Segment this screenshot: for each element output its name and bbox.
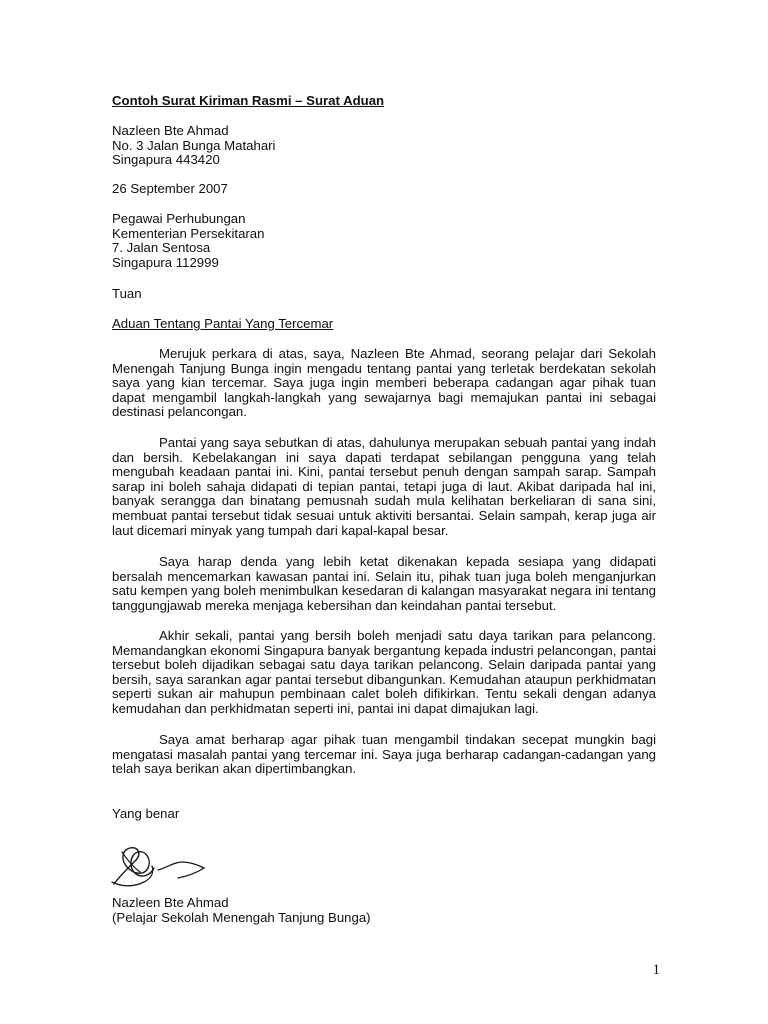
sender-address-block: [112, 124, 656, 168]
sender-address-line: Singapura 443420: [112, 152, 220, 168]
body-paragraph: Merujuk perkara di atas, saya, Nazleen Bte Ahmad, seorang pelajar dari Sekolah Menengah Tanjung Bunga ingin mengadu tentang pantai yang terletak berdekatan sekolah saya yang kian tercemar. Saya juga ingin memberi beberapa cadangan agar pihak tuan dapat mengambil langkah-langkah yang sewajarnya bagi memajukan pantai ini sebagai destinasi pelancongan.: [112, 346, 656, 420]
subject-line: Aduan Tentang Pantai Yang Tercemar: [112, 316, 334, 331]
sender-name: Nazleen Bte Ahmad: [112, 123, 229, 138]
signer-name: Nazleen Bte Ahmad: [112, 895, 229, 910]
signer-title: (Pelajar Sekolah Menengah Tanjung Bunga): [112, 909, 371, 925]
body-paragraph: Saya amat berharap agar pihak tuan mengambil tindakan secepat mungkin bagi mengatasi masalah pantai yang tercemar ini. Saya juga berharap cadangan-cadangan yang telah saya berikan akan dipertimbangkan.: [112, 732, 656, 777]
salutation: Tuan: [112, 286, 142, 301]
handwritten-signature: [108, 838, 212, 892]
signer-block: [112, 896, 656, 925]
recipient-position: Pegawai Perhubungan: [112, 211, 246, 226]
page-number: 1: [652, 962, 660, 978]
recipient-address-line: Singapura 112999: [112, 254, 219, 270]
recipient-organisation: Kementerian Persekitaran: [112, 225, 265, 241]
recipient-address-line: 7. Jalan Sentosa: [112, 240, 211, 256]
body-paragraph: Saya harap denda yang lebih ketat dikenakan kepada sesiapa yang didapati bersalah mencemarkan kawasan pantai ini. Selain itu, pihak tuan juga boleh menganjurkan satu kempen yang boleh menimbulkan kesedaran di kalangan masyarakat negara ini tentang tanggungjawab mereka menjaga kebersihan dan keindahan pantai tersebut.: [112, 554, 656, 613]
recipient-address-block: [112, 212, 656, 270]
body-paragraph: Pantai yang saya sebutkan di atas, dahulunya merupakan sebuah pantai yang indah dan bersih. Kebelakangan ini saya dapati terdapat sebilangan pengguna yang telah mengubah keadaan pantai ini. Kini, pantai tersebut penuh dengan sampah sarap. Sampah sarap ini boleh sahaja didapati di tepian pantai, tetapi juga di laut. Akibat daripada hal ini, banyak serangga dan binatang pemusnah sudah mula kelihatan berkeliaran di sana sini, membuat pantai tersebut tidak sesuai untuk aktiviti bersantai. Selain sampah, kerap juga air laut dicemari minyak yang tumpah dari kapal-kapal besar.: [112, 435, 656, 538]
document-title: Contoh Surat Kiriman Rasmi – Surat Aduan: [112, 93, 385, 108]
sender-address-line: No. 3 Jalan Bunga Matahari: [112, 137, 276, 153]
letter-date: 26 September 2007: [112, 181, 228, 196]
body-paragraph: Akhir sekali, pantai yang bersih boleh menjadi satu daya tarikan para pelancong. Memandangkan ekonomi Singapura banyak bergantung kepada industri pelancongan, pantai tersebut boleh dijadikan sebagai satu daya tarikan pelancong. Selain daripada pantai yang bersih, saya sarankan agar pantai tersebut dibangunkan. Kemudahan ataupun perkhidmatan seperti sukan air mahupun pembinaan calet boleh difikirkan. Tentu sekali dengan adanya kemudahan dan perkhidmatan seperti ini, pantai ini dapat dimajukan lagi.: [112, 628, 657, 716]
complimentary-closing: Yang benar: [112, 806, 180, 821]
